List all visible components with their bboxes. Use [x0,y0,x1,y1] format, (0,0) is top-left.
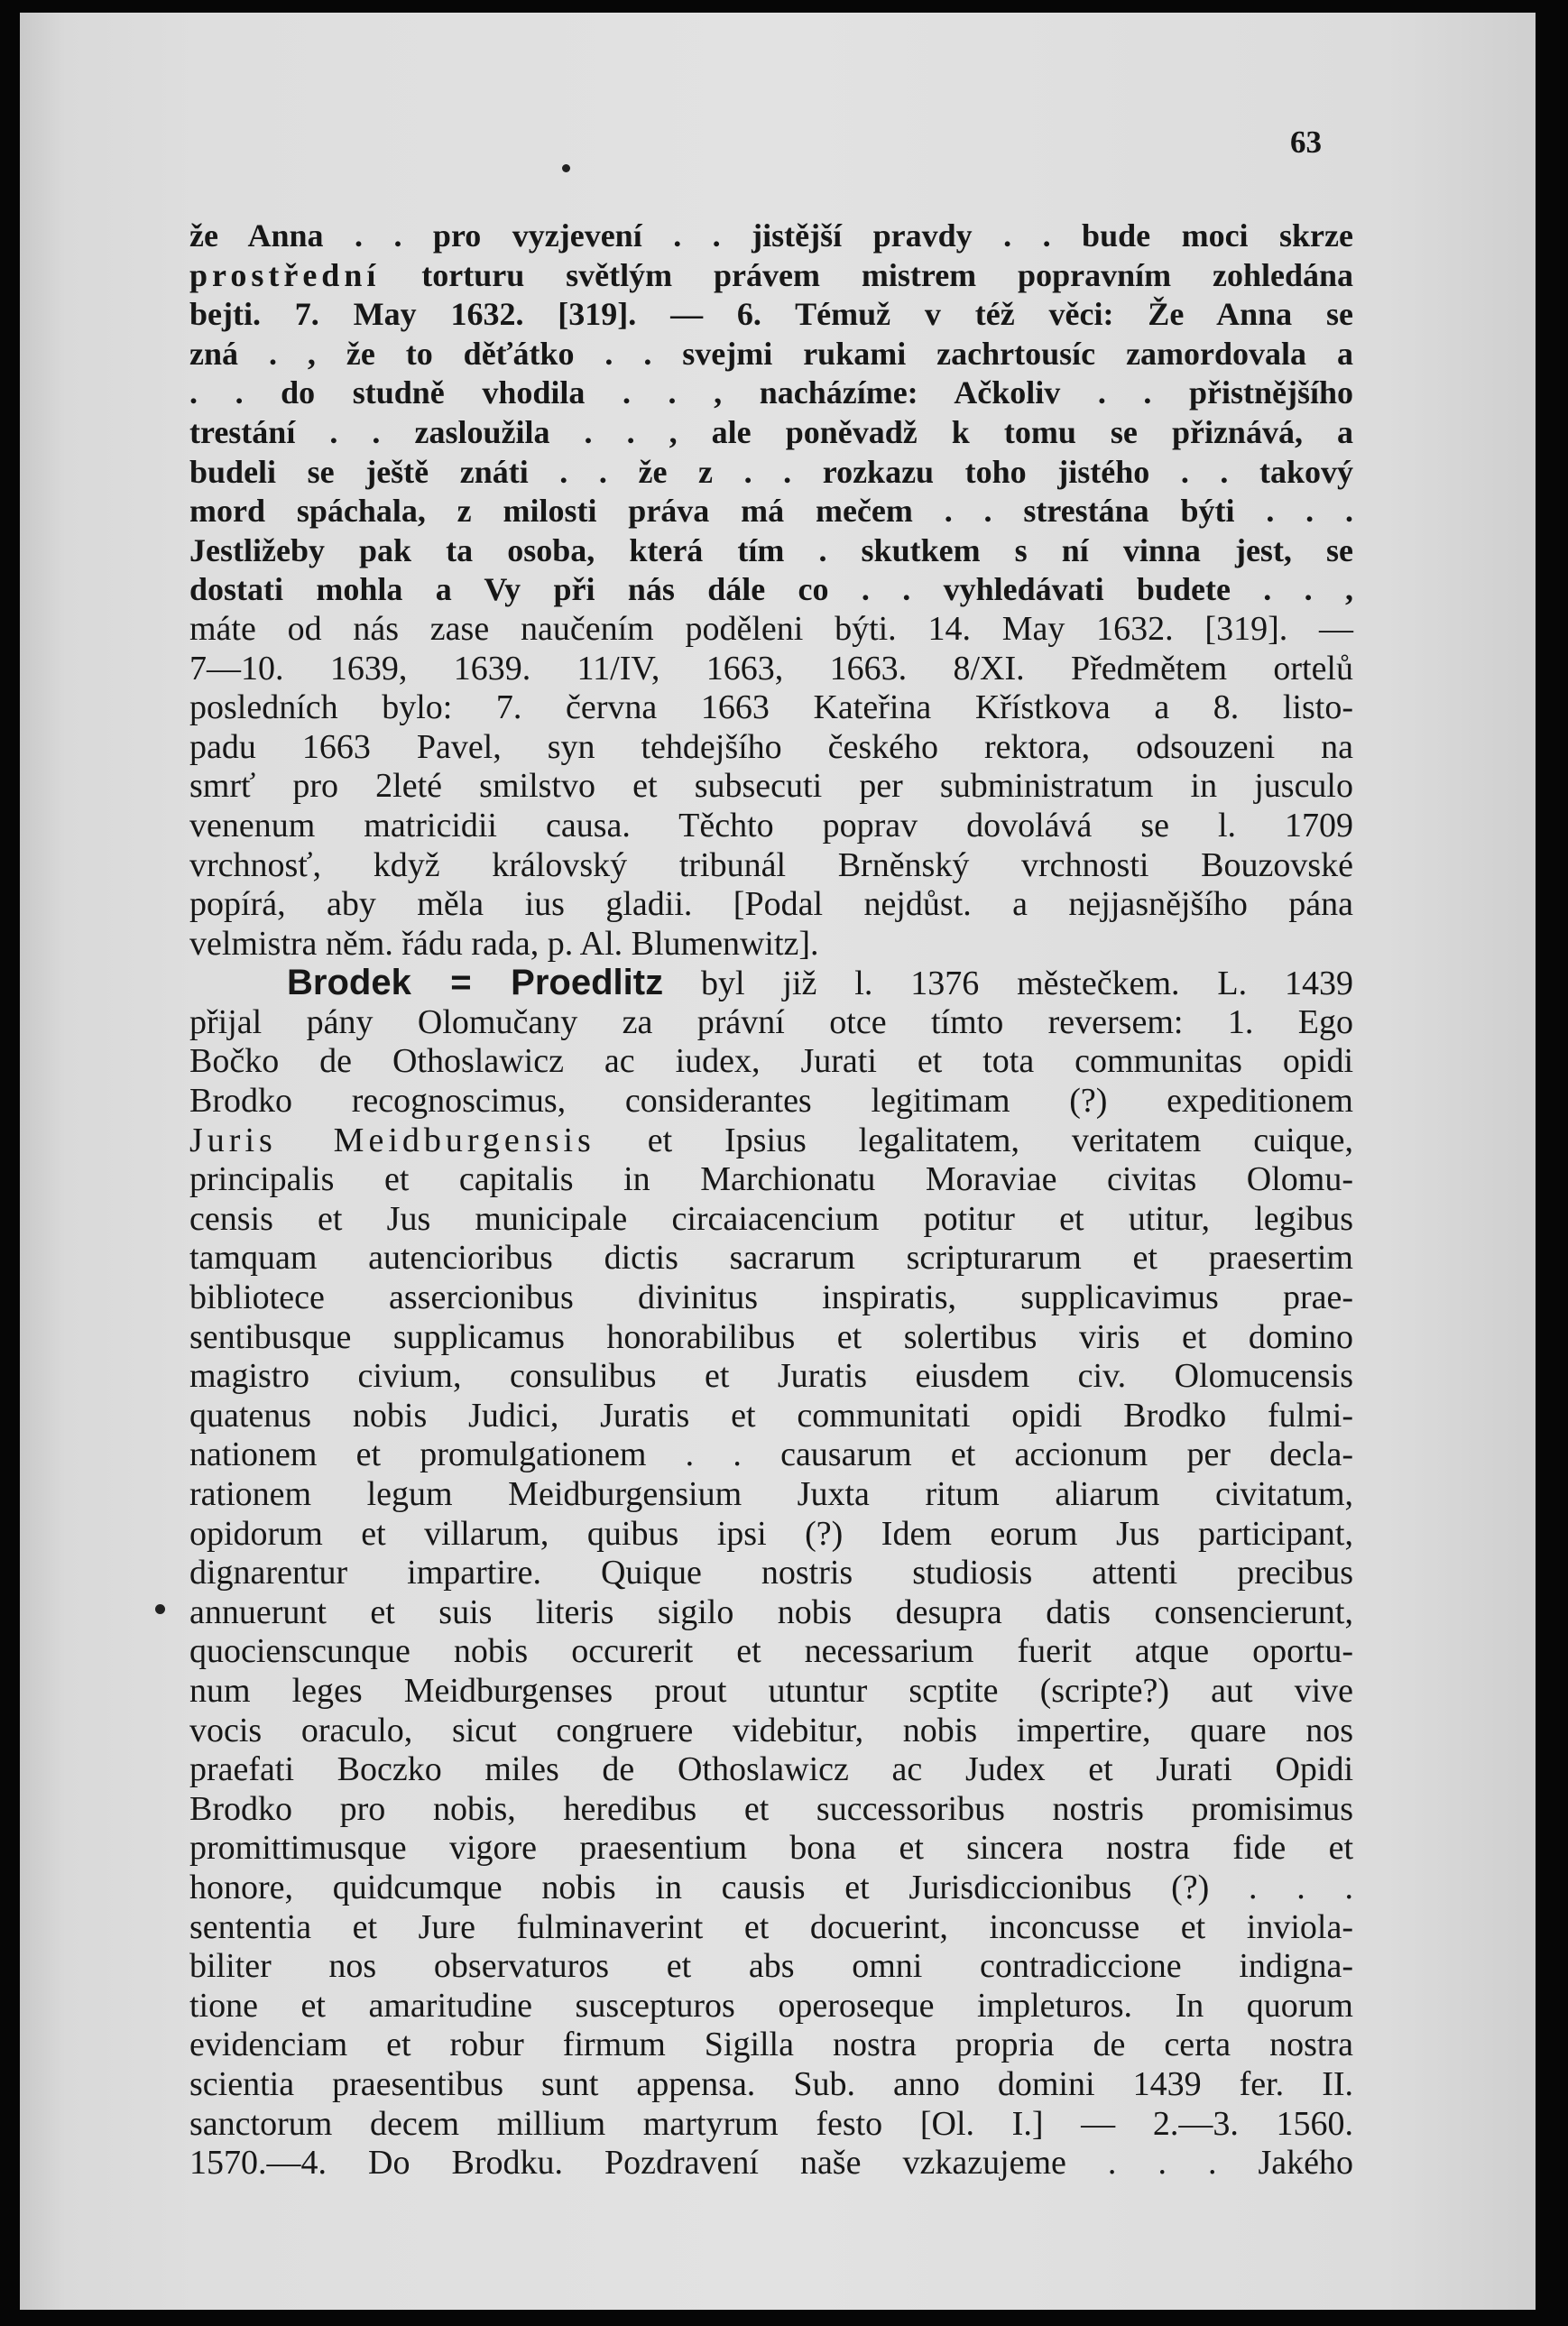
body-text [189,217,1353,2183]
ink-speck [562,164,570,172]
text-line: sentibusque supplicamus honorabilibus et solertibus viris et domino [189,1317,1353,1356]
text-line: budeli se ještě znáti . . že z . . rozkazu toho jistého . . takový [189,453,1353,490]
text-line: velmistra něm. řádu rada, p. Al. Blumenwitz]. [189,924,819,963]
text-line: trestání . . zasloužila . . , ale poněvadž k tomu se přiznává, a [189,413,1353,450]
text-line: Jestližeby pak ta osoba, která tím . skutkem s ní vinna jest, se [189,531,1353,568]
text-line: tamquam autencioribus dictis sacrarum scripturarum et praesertim [189,1239,1353,1278]
text-line: annuerunt et suis literis sigilo nobis desupra datis consencierunt, [189,1592,1353,1631]
text-line: Brodko recognoscimus, considerantes legitimam (?) expeditionem [189,1082,1353,1121]
text-line: sanctorum decem millium martyrum festo [Ol. I.] — 2.—3. 1560. [189,2104,1353,2143]
text-line: . . do studně vhodila . . , nacházíme: Ačkoliv . . přistnějšího [189,374,1353,411]
text-line: opidorum et villarum, quibus ipsi (?) Idem eorum Jus participant, [189,1514,1353,1553]
text-line: posledních bylo: 7. června 1663 Kateřina Křístkova a 8. listo- [189,688,1353,727]
text-line: přijal pány Olomučany za právní otce tímto reversem: 1. Ego [189,1002,1353,1041]
text-line: bejti. 7. May 1632. [319]. — 6. Témuž v též věci: Že Anna se [189,296,1353,333]
text-line: máte od nás zase naučením poděleni býti. 14. May 1632. [319]. — [189,609,1353,648]
text-line: popírá, aby měla ius gladii. [Podal nejdůst. a nejjasnějšího pána [189,885,1353,924]
text-line: quocienscunque nobis occurerit et necessarium fuerit atque oportu- [189,1632,1353,1671]
section-heading-line [189,964,1353,1003]
text-line: num leges Meidburgenses prout utuntur scptite (scripte?) aut vive [189,1671,1353,1710]
text-line: principalis et capitalis in Marchionatu Moraviae civitas Olomu- [189,1160,1353,1199]
text-line: bibliotece assercionibus divinitus inspiratis, supplicavimus prae- [189,1278,1353,1317]
text-line: praefati Boczko miles de Othoslawicz ac Judex et Jurati Opidi [189,1750,1353,1789]
text-line: honore, quidcumque nobis in causis et Jurisdiccionibus (?) . . . [189,1868,1353,1906]
text-line: zná . , že to děťátko . . svejmi rukami zachrtousíc zamordovala a [189,335,1353,372]
text-line: scientia praesentibus sunt appensa. Sub. anno domini 1439 fer. II. [189,2064,1353,2103]
text-fragment: torturu světlým právem mistrem popravním zohledána [421,256,1354,293]
text-line [189,256,1353,296]
text-line: smrť pro 2leté smilstvo et subsecuti per subministratum in jusculo [189,767,1353,806]
text-line: 7—10. 1639, 1639. 11/IV, 1663, 1663. 8/XI. Předmětem ortelů [189,649,1353,688]
text-line: Bočko de Othoslawicz ac iudex, Jurati et tota communitas opidi [189,1042,1353,1081]
text-line [189,1121,1353,1161]
text-line: nationem et promulgationem . . causarum et accionum per decla- [189,1435,1353,1474]
text-line: vocis oraculo, sicut congruere videbitur, nobis impertire, quare nos [189,1711,1353,1749]
heading-brodek: Brodek = Proedlitz [287,963,664,1003]
text-fragment: et Ipsius legalitatem, veritatem cuique, [647,1121,1354,1159]
text-line: promittimusque vigore praesentium bona et sincera nostra fide et [189,1829,1353,1868]
text-line: quatenus nobis Judici, Juratis et communitati opidi Brodko fulmi- [189,1396,1353,1435]
text-line: rationem legum Meidburgensium Juxta ritum aliarum civitatum, [189,1475,1353,1513]
text-line: padu 1663 Pavel, syn tehdejšího českého rektora, odsouzeni na [189,727,1353,766]
text-line: magistro civium, consulibus et Juratis eiusdem civ. Olomucensis [189,1357,1353,1396]
text-line: evidenciam et robur firmum Sigilla nostra propria de certa nostra [189,2026,1353,2064]
text-line: censis et Jus municipale circaiacencium potitur et utitur, legibus [189,1199,1353,1238]
text-line: mord spáchala, z milosti práva má mečem . . strestána býti . . . [189,493,1353,530]
spaced-phrase: Juris Meidburgensis [189,1121,595,1159]
text-line: že Anna . . pro vyzjevení . . jistější pravdy . . bude moci skrze [189,217,1353,254]
spaced-word: prostřední [189,256,381,293]
ink-speck [155,1604,165,1614]
text-line: tione et amaritudine suscepturos operoseque impleturos. In quorum [189,1986,1353,2025]
text-line: Brodko pro nobis, heredibus et successoribus nostris promisimus [189,1789,1353,1828]
scanned-page [20,13,1536,2310]
text-line: venenum matricidii causa. Těchto poprav dovolává se l. 1709 [189,806,1353,845]
text-line: dignarentur impartire. Quique nostris studiosis attenti precibus [189,1554,1353,1592]
text-line: vrchnosť, když královský tribunál Brněnský vrchnosti Bouzovské [189,845,1353,884]
page-number: 63 [1290,125,1322,160]
text-line: dostati mohla a Vy při nás dále co . . vyhledávati budete . . , [189,571,1353,608]
text-line: biliter nos observaturos et abs omni contradiccione indigna- [189,1947,1353,1986]
text-line: 1570.—4. Do Brodku. Pozdravení naše vzkazujeme . . . Jakého [189,2144,1353,2183]
text-fragment: byl již l. 1376 městečkem. L. 1439 [700,965,1354,1003]
text-line: sententia et Jure fulminaverint et docuerint, inconcusse et inviola- [189,1907,1353,1946]
